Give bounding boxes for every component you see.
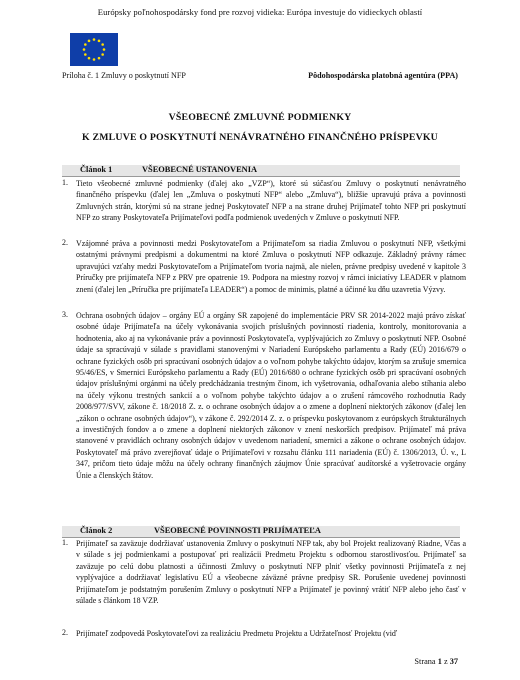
paragraph-number: 1. bbox=[62, 538, 68, 547]
document-subtitle: K ZMLUVE O POSKYTNUTÍ NENÁVRATNÉHO FINANČNÉHO PRÍSPEVKU bbox=[82, 132, 438, 143]
paragraph-number: 2. bbox=[62, 628, 68, 637]
page-sep: z bbox=[443, 657, 448, 666]
page-prefix: Strana bbox=[414, 657, 436, 666]
eu-star-icon bbox=[98, 40, 101, 43]
paragraph-text: Tieto všeobecné zmluvné podmienky (ďalej ako „VZP“), ktoré sú súčasťou Zmluvy o poskytnutí nenávratného finančného príspevku (ďalej len „Zmluva o poskytnutí NFP“ alebo „Zmluva“), bližšie upravujú práva a povinnosti Zmluvných strán, ktorými sú na strane jednej Poskytovateľ NFP a na strane druhej Prijímateľ tohto NFP pri poskytnutí NFP zo strany Poskytovateľa Prijímateľovi podľa podmienok uvedených v Zmluve o poskytnutí NFP. bbox=[76, 179, 466, 223]
paragraph-text: Ochrana osobných údajov – orgány EÚ a orgány SR zapojené do implementácie PRV SR 2014-2022 majú právo získať osobné údaje Prijímateľa na účely vykonávania svojich príslušných povinností riadenia, kontroly, monitorovania a hodnotenia, ako aj na vykonávanie práv a povinností Poskytovateľa, vyplývajúcich zo Zmluvy o poskytnutí NFP. Osobné údaje sa spracúvajú v súlade s pravidlami stanovenými v Nariadení Európskeho parlamentu a Rady (EÚ) 2016/679 o ochrane fyzických osôb pri spracúvaní osobných údajov a o voľnom pohybe takýchto údajov, ktorým sa zrušuje smernica 95/46/ES, v Smernici Európskeho parlamentu a Rady (EÚ) 2016/680 o ochrane fyzických osôb pri spracúvaní osobných údajov príslušnými orgánmi na účely predchádzania trestným činom, ich vyšetrovania, odhaľovania alebo stíhania alebo na účely výkonu trestných sankcií a o voľnom pohybe takýchto údajov a o zrušení rámcového rozhodnutia Rady 2008/977/SVV, zákone č. 18/2018 Z. z. o ochrane osobných údajov a o zmene a doplnení niektorých zákonov (ďalej len „zákon o ochrane osobných údajov“), v zákone č. 292/2014 Z. z. o príspevku poskytovanom z európskych štrukturálnych a investičných fondov a o zmene a doplnení niektorých zákonov v znení neskorších predpisov. Prijímateľ má práva stanovené v pravidlách ochrany osobných údajov v uvedenom nariadení, smernici a zákone o ochrane osobných údajov. Poskytovateľ má právo zverejňovať údaje o Prijímateľovi v rozsahu článku 111 nariadenia (EÚ) č. 1306/2013, Ú. v., L 347, pričom tieto údaje môžu na účely ochrany finančných záujmov Únie spracúvať audítorské a vyšetrovacie orgány Únie a členských štátov. bbox=[76, 311, 466, 480]
eu-flag-icon bbox=[70, 33, 118, 66]
eu-star-icon bbox=[83, 48, 86, 51]
article-1-heading bbox=[62, 165, 460, 177]
paragraph-number: 1. bbox=[62, 178, 68, 187]
fund-header: Európsky poľnohospodársky fond pre rozvoj vidieka: Európa investuje do vidieckych oblastí bbox=[97, 7, 423, 17]
article-2-heading bbox=[62, 526, 460, 538]
eu-star-icon bbox=[84, 53, 87, 56]
eu-star-icon bbox=[84, 43, 87, 46]
paragraph-text: Prijímateľ sa zaväzuje dodržiavať ustanovenia Zmluvy o poskytnutí NFP tak, aby bol Projekt realizovaný Riadne, Včas a v súlade s jej podmienkami a postupovať pri realizácii Predmetu Projektu s odbornou starostlivosťou. Prijímateľ sa zaväzuje po celú dobu platnosti a účinnosti Zmluvy o poskytnutí NFP plniť všetky povinnosti Prijímateľa z nej vyplývajúce a dodržiavať legislatívu EÚ a všeobecne záväzné právne predpisy SR. Porušenie uvedenej povinnosti Prijímateľom je podstatným porušením Zmluvy o poskytnutí NFP a Prijímateľ je povinný vrátiť NFP alebo jeho časť v súlade s článkom 18 VZP. bbox=[76, 539, 466, 606]
eu-star-icon bbox=[88, 57, 91, 60]
agency-name: Pôdohospodárska platobná agentúra (PPA) bbox=[308, 71, 458, 80]
article-number: Článok 1 bbox=[80, 165, 113, 174]
article-title: VŠEOBECNÉ USTANOVENIA bbox=[142, 165, 258, 174]
eu-star-icon bbox=[93, 38, 96, 41]
eu-star-icon bbox=[101, 53, 104, 56]
paragraph-text: Prijímateľ zodpovedá Poskytovateľovi za realizáciu Predmetu Projektu a Udržateľnosť Projektu (viď bbox=[76, 629, 398, 638]
paragraph-number: 3. bbox=[62, 310, 68, 319]
page-footer bbox=[414, 657, 458, 666]
page-total: 37 bbox=[449, 657, 458, 666]
eu-star-icon bbox=[103, 48, 106, 51]
paragraph-text: Vzájomné práva a povinnosti medzi Poskytovateľom a Prijímateľom sa riadia Zmluvou o poskytnutí NFP, všetkými ostatnými právnymi predpismi a dokumentmi na ktoré Zmluva o poskytnutí NFP odkazuje. Základný právny rámec upravujúci vzťahy medzi Poskytovateľom a Prijímateľom tvoria najmä, ale nielen, právne predpisy uvedené v kapitole 3 Príručky pre prijímateľa NFP z PRV pre opatrenie 19. Podpora na miestny rozvoj v rámci iniciatívy LEADER v platnom znení (ďalej len „Príručka pre prijímateľa LEADER“) a pomoc de minimis, platné a účinné ku dňu uzavretia Výzvy. bbox=[76, 239, 466, 294]
eu-star-icon bbox=[101, 43, 104, 46]
article-number: Článok 2 bbox=[80, 526, 113, 535]
page-number: 1 bbox=[437, 657, 442, 666]
document-title: VŠEOBECNÉ ZMLUVNÉ PODMIENKY bbox=[168, 112, 352, 123]
annex-label: Príloha č. 1 Zmluvy o poskytnutí NFP bbox=[62, 71, 186, 80]
eu-star-icon bbox=[88, 40, 91, 43]
eu-star-icon bbox=[93, 58, 96, 61]
article-title: VŠEOBECNÉ POVINNOSTI PRIJÍMATEĽA bbox=[154, 526, 321, 535]
eu-star-icon bbox=[98, 57, 101, 60]
eu-flag-logo bbox=[70, 33, 118, 66]
paragraph-number: 2. bbox=[62, 238, 68, 247]
